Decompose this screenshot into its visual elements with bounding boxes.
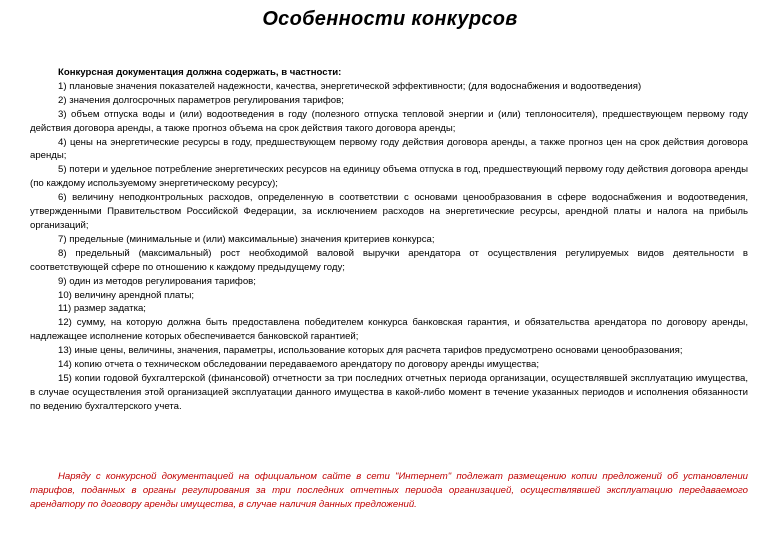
- list-item: 2) значения долгосрочных параметров регулирования тарифов;: [58, 94, 344, 106]
- requirements-list: [30, 66, 748, 414]
- list-item: 7) предельные (минимальные и (или) максимальные) значения критериев конкурса;: [58, 233, 435, 245]
- list-heading: Конкурсная документация должна содержать, в частности:: [58, 67, 342, 78]
- list-item: 14) копию отчета о техническом обследовании передаваемого арендатору по договору аренды имущества;: [58, 359, 540, 371]
- list-item: 4) цены на энергетические ресурсы в году, предшествующем первому году действия договора аренды, а также прогноз цен на срок действия договора аренды;: [30, 136, 748, 162]
- list-item: 10) величину арендной платы;: [58, 289, 195, 301]
- slide-title: Особенности конкурсов: [262, 8, 518, 30]
- list-item: 12) сумму, на которую должна быть предоставлена победителем конкурса банковская гарантия, и обязательства арендатора по договору аренды, надлежащее исполнение которых обеспечивается банковской гарантией;: [30, 317, 748, 343]
- list-item: 5) потери и удельное потребление энергетических ресурсов на единицу объема отпуска в год, предшествующий первому году действия договора аренды (по каждому используемому энергетическому ресурсу);: [30, 164, 748, 190]
- list-item: 1) плановые значения показателей надежности, качества, энергетической эффективности; (для водоснабжения и водоотведения): [58, 80, 642, 92]
- list-item: 6) величину неподконтрольных расходов, определенную в соответствии с основами ценообразования в сфере водоснабжения и водоотведения, утвержденными Правительством Российской Федерации, за исключением расходов на энергетические ресурсы, арендной платы и налога на прибыль организаций;: [30, 192, 748, 231]
- list-item: 8) предельный (максимальный) рост необходимой валовой выручки арендатора от осуществления регулируемых видов деятельности в соответствующей сфере по отношению к каждому предыдущему году;: [30, 247, 748, 273]
- list-item: 15) копии годовой бухгалтерской (финансовой) отчетности за три последних отчетных периода организации, осуществлявшей эксплуатацию имущества, в случае осуществления этой организацией эксплуатации данного имущества в какой-либо момент в течение указанных периодов и исполнения обязанности по ведению бухгалтерского учета.: [30, 372, 748, 412]
- list-item: 9) один из методов регулирования тарифов;: [58, 275, 256, 287]
- list-item: 3) объем отпуска воды и (или) водоотведения в году (полезного отпуска тепловой энергии и (или) теплоносителя), предшествующем первому году действия договора аренды, а также прогноз объема на срок действия такого договора аренды;: [30, 108, 748, 134]
- list-item: 11) размер задатка;: [58, 303, 146, 315]
- list-item: 13) иные цены, величины, значения, параметры, использование которых для расчета тарифов предусмотрено основами ценообразования;: [58, 345, 683, 357]
- footnote: Наряду с конкурсной документацией на официальном сайте в сети "Интернет" подлежат размещению копии предложений об установлении тарифов, поданных в органы регулирования за три последних отчетных периода организацией, осуществлявшей эксплуатацию передаваемого арендатору по договору аренды имущества, в случае наличия данных предложений.: [30, 471, 748, 511]
